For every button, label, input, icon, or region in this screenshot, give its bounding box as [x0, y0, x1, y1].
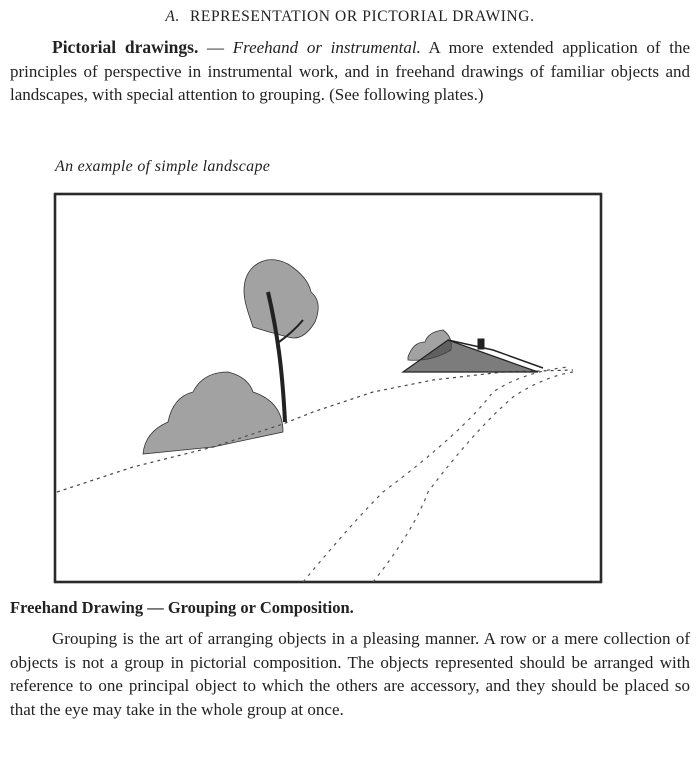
section-number: A. [165, 8, 180, 25]
paragraph-grouping: Grouping is the art of arranging objects in a pleasing manner. A row or a mere collection of objects is not a group in pictorial composition. The objects represented should be arranged with reference to one principal object to which the others are accessory, and they should be placed so that the eye may take in the whole group at once. [10, 629, 690, 719]
path [303, 367, 573, 582]
paragraph-lead: Pictorial drawings. [52, 37, 199, 57]
section-heading [0, 8, 700, 26]
paragraph-body: A more extended application of the principles of perspective in instrumental work, and in freehand drawings of familiar objects and landscapes, with special attention to grouping. (See following plates.) [10, 38, 690, 104]
hill-slope [57, 370, 573, 492]
figure-caption: An example of simple landscape [55, 158, 271, 175]
paragraph-pictorial-drawings [10, 36, 690, 107]
paragraph-italic: Freehand or instrumental. [232, 38, 421, 57]
landscape-illustration [53, 192, 603, 584]
section-title: REPRESENTATION OR PICTORIAL DRAWING. [189, 8, 535, 25]
em-dash: — [198, 38, 233, 57]
bushes [143, 330, 451, 454]
frame-border [55, 194, 601, 582]
section-subheading: Freehand Drawing — Grouping or Composition. [10, 598, 354, 617]
